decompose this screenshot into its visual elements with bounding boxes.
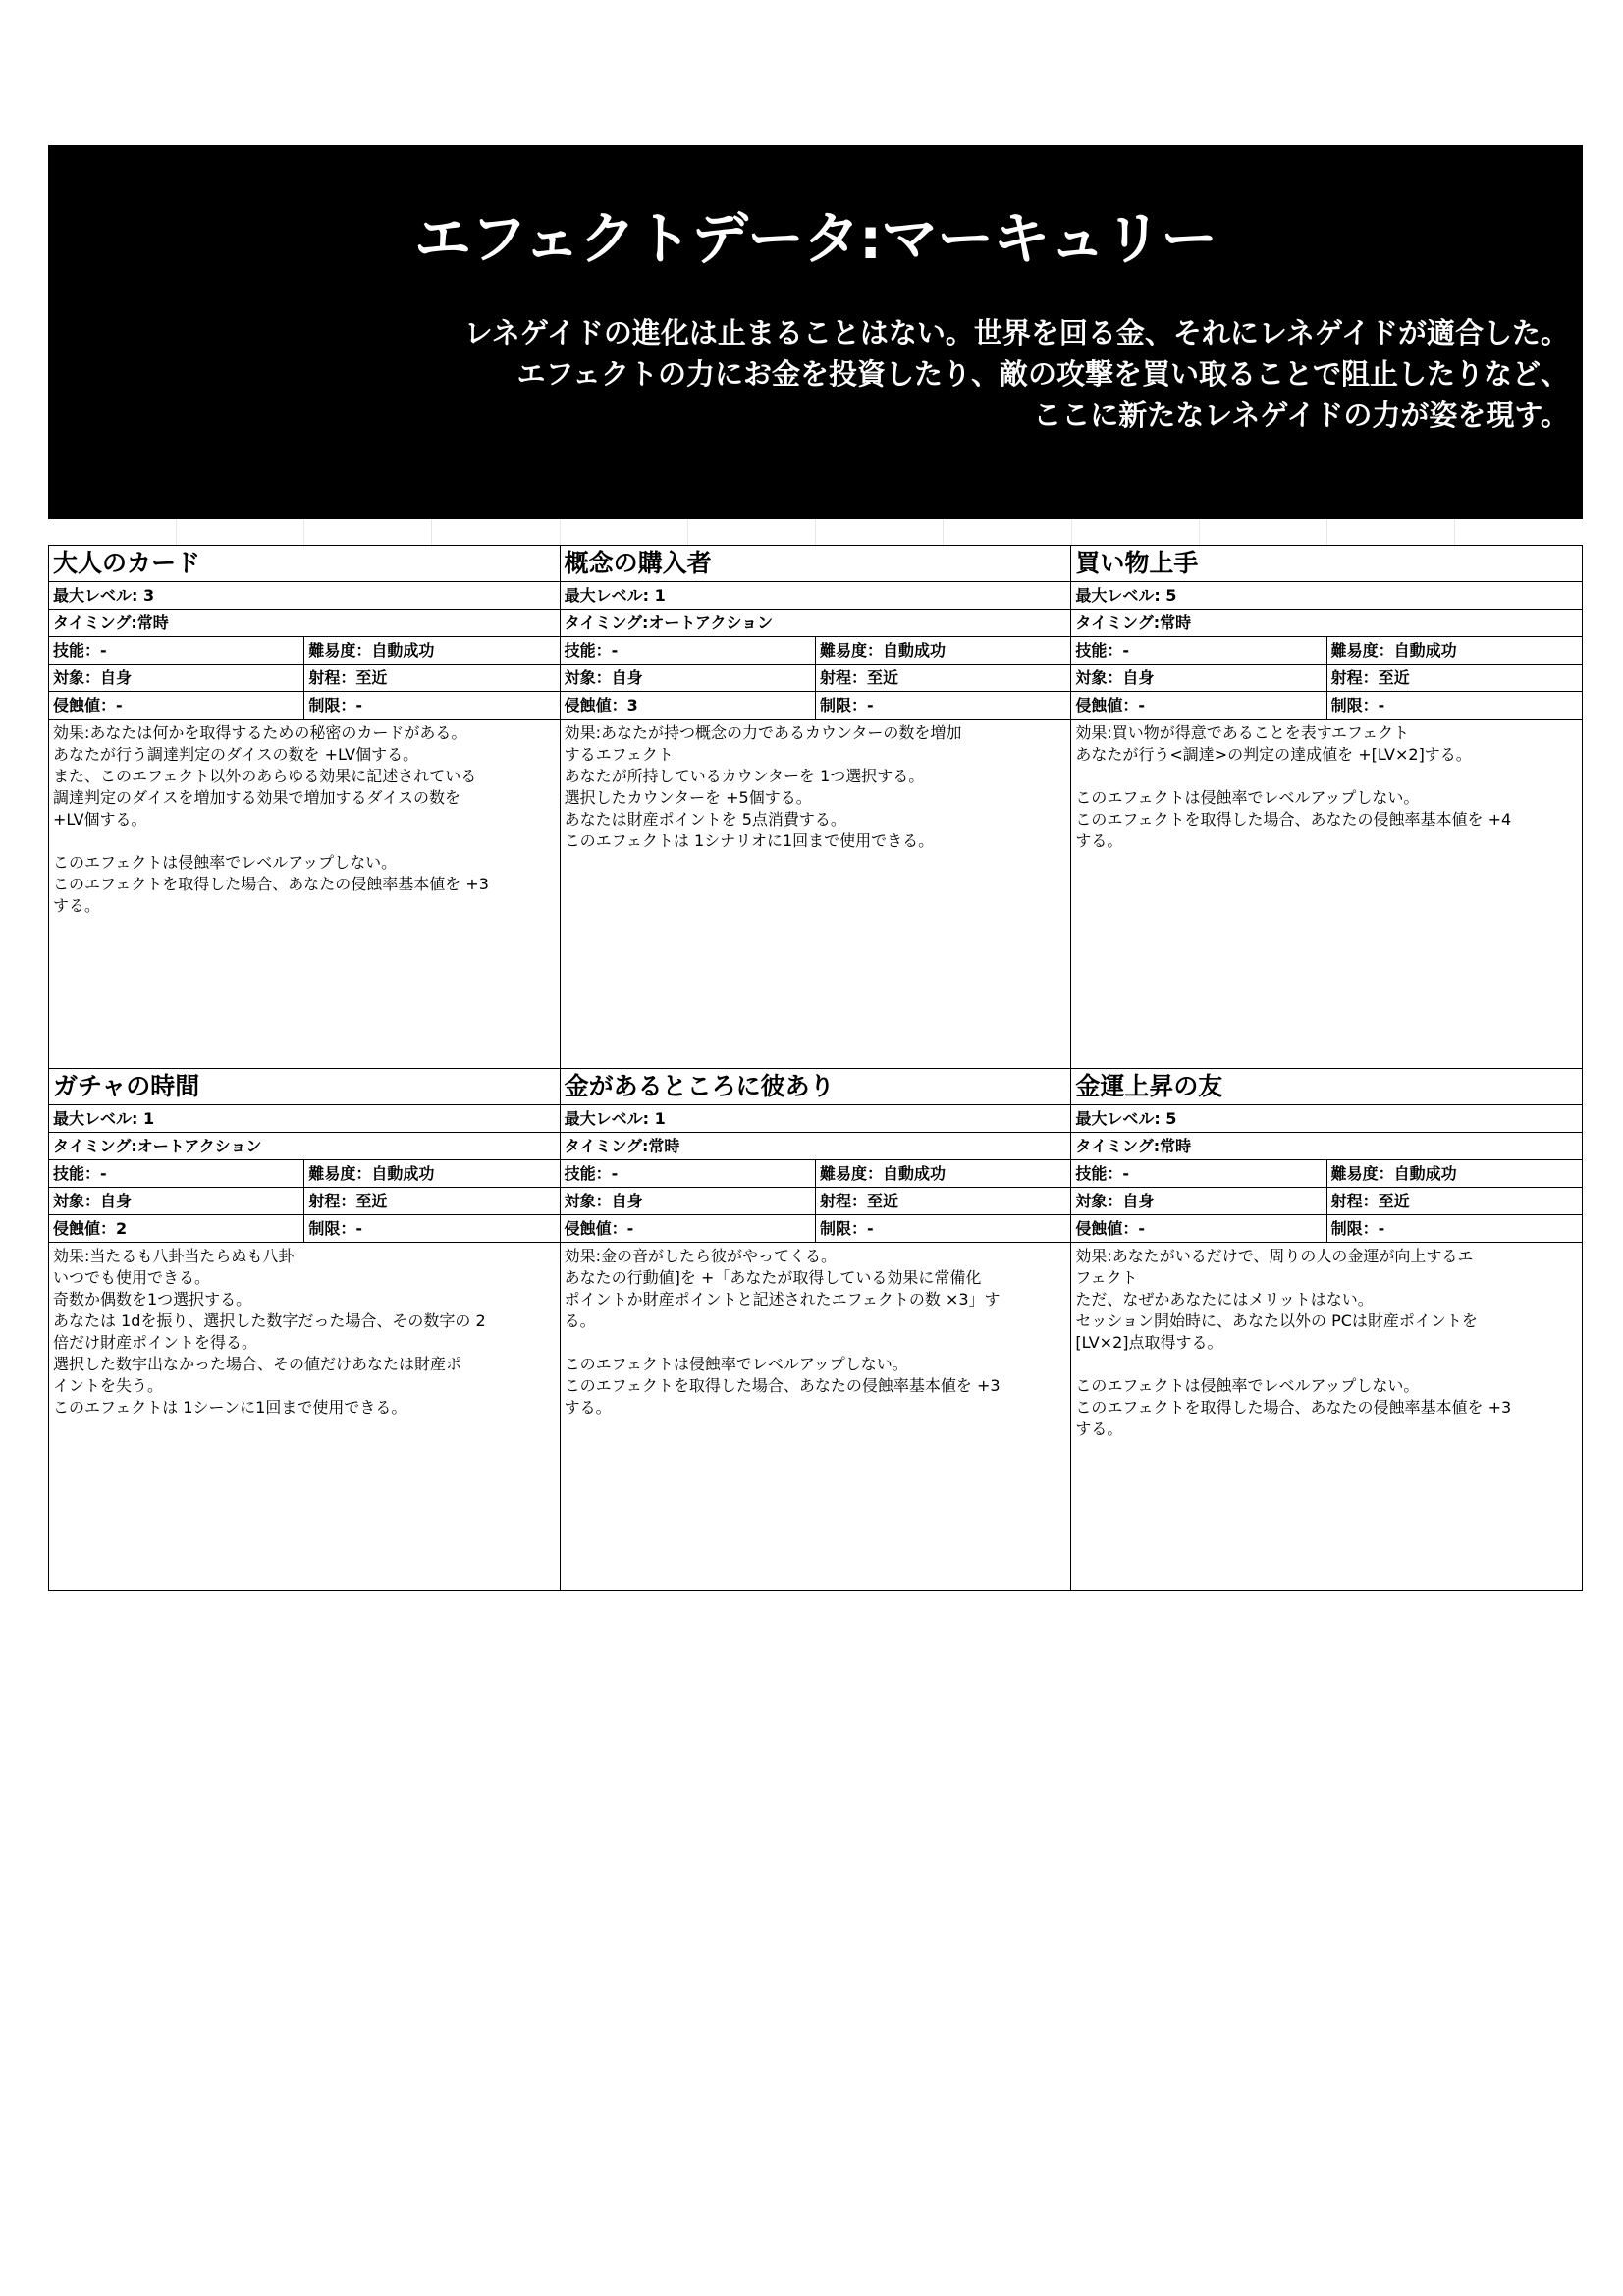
max-level-row (49, 1105, 560, 1133)
effect-card (1071, 1069, 1583, 1592)
erosion-row (1071, 692, 1582, 720)
erosion-row (561, 692, 1071, 720)
erosion: 侵蝕値：- (1075, 1218, 1145, 1238)
erosion-row (49, 692, 560, 720)
effect-card (561, 1069, 1072, 1592)
max-level-row (561, 582, 1071, 610)
skill-row (49, 637, 560, 665)
effect-card (1071, 546, 1583, 1069)
range: 射程：至近 (303, 1188, 559, 1214)
range: 射程：至近 (1326, 1188, 1582, 1214)
effect-text: 効果:金の音がしたら彼がやってくる。 あなたの行動値]を +「あなたが取得している効果に常備化 ポイントか財産ポイントと記述されたエフェクトの数 ×3」す る。 このエフェクトは侵蝕率でレベルアップしない。 このエフェクトを取得した場合、あなたの侵蝕率基本値を +3 する。 (564, 1246, 1001, 1416)
effect-text: 効果:当たるも八卦当たらぬも八卦 いつでも使用できる。 奇数か偶数を1つ選択する。 あなたは 1dを振り、選択した数字だった場合、その数字の 2 倍だけ財産ポイントを得る。 選択した数字出なかった場合、その値だけあなたは財産ポ イントを失う。 このエフェクトは 1シーンに1回まで使用できる。 (53, 1246, 486, 1416)
effect-name: 大人のカード (49, 546, 560, 582)
skill: 技能：- (1075, 1163, 1129, 1183)
erosion: 侵蝕値：- (1075, 696, 1145, 715)
timing-row (561, 610, 1071, 637)
erosion-row (49, 1215, 560, 1243)
effect-text: 効果:あなたが持つ概念の力であるカウンターの数を増加 するエフェクト あなたが所持しているカウンターを 1つ選択する。 選択したカウンターを +5個する。 あなたは財産ポイントを 5点消費する。 このエフェクトは 1シナリオに1回まで使用できる。 (564, 723, 962, 850)
intro-line: エフェクトの力にお金を投資したり、敵の攻撃を買い取ることで阻止したりなど、 (516, 357, 1569, 391)
target: 対象：自身 (1075, 668, 1155, 687)
erosion: 侵蝕値：- (564, 1218, 634, 1238)
range: 射程：至近 (1326, 665, 1582, 691)
skill-row (49, 1160, 560, 1188)
effect-name: 買い物上手 (1071, 546, 1582, 582)
timing-row (49, 610, 560, 637)
grid-divider (687, 519, 688, 547)
intro-line: レネゲイドの進化は止まることはない。世界を回る金、それにレネゲイドが適合した。 (463, 316, 1569, 349)
skill: 技能：- (53, 1163, 107, 1183)
timing-row (1071, 610, 1582, 637)
target: 対象：自身 (564, 668, 643, 687)
range: 射程：至近 (815, 1188, 1070, 1214)
target: 対象：自身 (53, 1191, 133, 1210)
erosion: 侵蝕値：- (53, 696, 123, 715)
target: 対象：自身 (564, 1191, 643, 1210)
range: 射程：至近 (303, 665, 559, 691)
max-level: 最大レベル: 1 (564, 586, 666, 605)
erosion-row (561, 1215, 1071, 1243)
effect-card (49, 1069, 561, 1592)
skill: 技能：- (1075, 641, 1129, 660)
skill-row (1071, 1160, 1582, 1188)
grid-divider (1326, 519, 1327, 547)
header-banner (48, 145, 1583, 519)
range: 射程：至近 (815, 665, 1070, 691)
grid-divider (431, 519, 432, 547)
grid-divider (1454, 519, 1455, 547)
target-row (561, 665, 1071, 692)
skill-row (561, 637, 1071, 665)
max-level: 最大レベル: 1 (564, 1108, 666, 1128)
erosion: 侵蝕値：2 (53, 1218, 128, 1238)
effect-card-grid (48, 545, 1583, 1591)
target-row (49, 1188, 560, 1215)
intro-line: ここに新たなレネゲイドの力が姿を現す。 (1033, 399, 1569, 432)
effect-text: 効果:あなたがいるだけで、周りの人の金運が向上するエ フェクト ただ、なぜかあなたにはメリットはない。 セッション開始時に、あなた以外の PCは財産ポイントを [LV×2]点取得する。 このエフェクトは侵蝕率でレベルアップしない。 このエフェクトを取得した場合、あなたの侵蝕率基本値を +3 する。 (1075, 1246, 1512, 1438)
grid-divider (1071, 519, 1072, 547)
effect-text: 効果:あなたは何かを取得するための秘密のカードがある。 あなたが行う調達判定のダイスの数を +LV個する。 また、このエフェクト以外のあらゆる効果に記述されている 調達判定のダイスを増加する効果で増加するダイスの数を +LV個する。 このエフェクトは侵蝕率でレベルアップしない。 このエフェクトを取得した場合、あなたの侵蝕率基本値を +3 する。 (53, 723, 489, 915)
timing: タイミング:常時 (1075, 1136, 1192, 1155)
effect-card (561, 546, 1072, 1069)
limit: 制限：- (1326, 1215, 1582, 1242)
limit: 制限：- (303, 692, 559, 719)
difficulty: 難易度：自動成功 (815, 637, 1070, 664)
timing: タイミング:常時 (1075, 614, 1192, 632)
timing-row (1071, 1133, 1582, 1160)
effect-name: 概念の購入者 (561, 546, 1071, 582)
max-level-row (561, 1105, 1071, 1133)
effect-name: ガチャの時間 (49, 1069, 560, 1105)
effect-text: 効果:買い物が得意であることを表すエフェクト あなたが行う<調達>の判定の達成値を +[LV×2]する。 このエフェクトは侵蝕率でレベルアップしない。 このエフェクトを取得した場合、あなたの侵蝕率基本値を +4 する。 (1075, 723, 1512, 850)
difficulty: 難易度：自動成功 (1326, 1160, 1582, 1187)
skill: 技能：- (564, 1163, 619, 1183)
skill-row (1071, 637, 1582, 665)
difficulty: 難易度：自動成功 (303, 637, 559, 664)
skill: 技能：- (564, 641, 619, 660)
timing: タイミング:オートアクション (564, 614, 774, 632)
max-level-row (49, 582, 560, 610)
page-title: エフェクトデータ:マーキュリー (413, 205, 1217, 272)
target-row (1071, 1188, 1582, 1215)
limit: 制限：- (1326, 692, 1582, 719)
target-row (49, 665, 560, 692)
max-level: 最大レベル: 3 (53, 586, 155, 605)
erosion-row (1071, 1215, 1582, 1243)
limit: 制限：- (815, 1215, 1070, 1242)
timing-row (561, 1133, 1071, 1160)
grid-divider (1199, 519, 1200, 547)
target-row (1071, 665, 1582, 692)
effect-name: 金運上昇の友 (1071, 1069, 1582, 1105)
skill: 技能：- (53, 641, 107, 660)
limit: 制限：- (303, 1215, 559, 1242)
difficulty: 難易度：自動成功 (1326, 637, 1582, 664)
timing: タイミング:オートアクション (53, 1136, 262, 1155)
difficulty: 難易度：自動成功 (303, 1160, 559, 1187)
grid-divider (943, 519, 944, 547)
max-level-row (1071, 582, 1582, 610)
grid-divider (176, 519, 177, 547)
skill-row (561, 1160, 1071, 1188)
timing: タイミング:常時 (564, 1136, 680, 1155)
effect-card (49, 546, 561, 1069)
timing-row (49, 1133, 560, 1160)
max-level: 最大レベル: 1 (53, 1108, 155, 1128)
grid-divider (815, 519, 816, 547)
target: 対象：自身 (1075, 1191, 1155, 1210)
max-level-row (1071, 1105, 1582, 1133)
grid-divider (560, 519, 561, 547)
intro-text (464, 312, 1569, 436)
erosion: 侵蝕値：3 (564, 696, 638, 715)
target-row (561, 1188, 1071, 1215)
max-level: 最大レベル: 5 (1075, 1108, 1177, 1128)
timing: タイミング:常時 (53, 614, 169, 632)
grid-divider (303, 519, 304, 547)
difficulty: 難易度：自動成功 (815, 1160, 1070, 1187)
target: 対象：自身 (53, 668, 133, 687)
effect-name: 金があるところに彼あり (561, 1069, 1071, 1105)
faint-grid-row (48, 519, 1583, 547)
limit: 制限：- (815, 692, 1070, 719)
max-level: 最大レベル: 5 (1075, 586, 1177, 605)
